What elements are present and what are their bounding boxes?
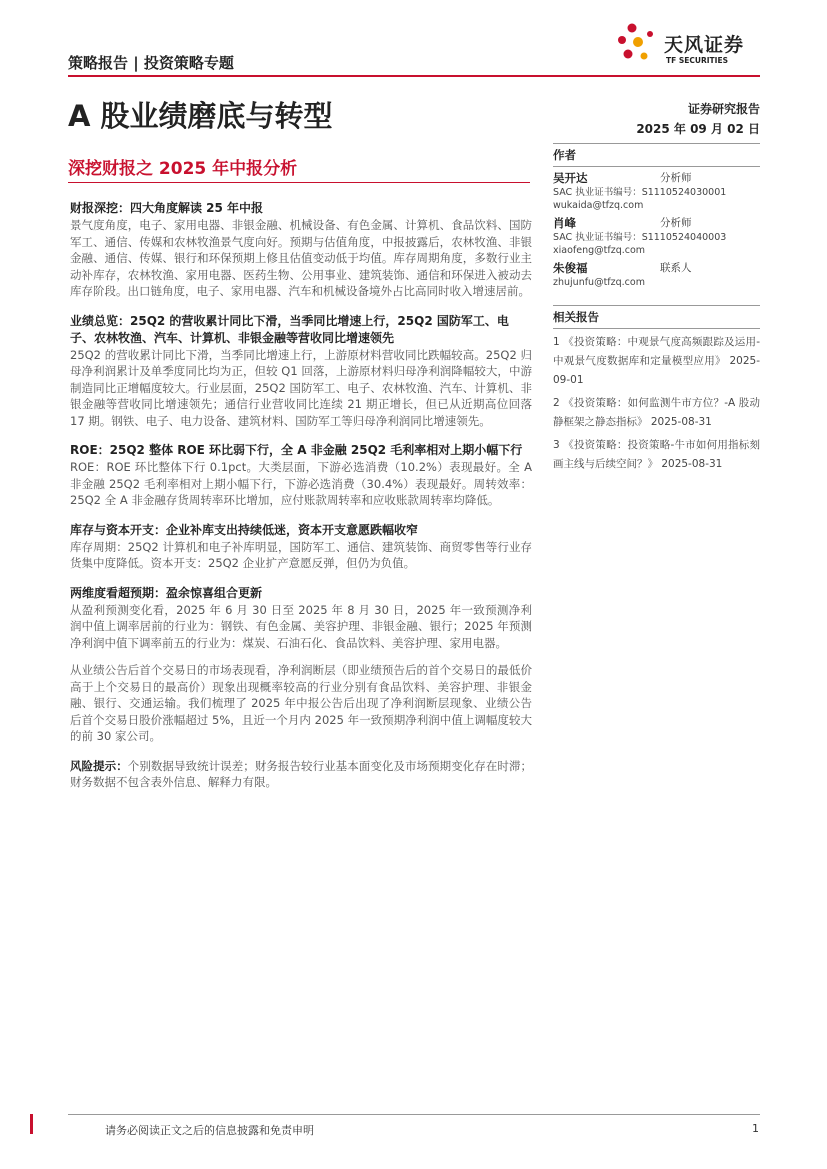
section-heading: 财报深挖：四大角度解读 25 年中报 — [70, 201, 264, 215]
footer-accent-mark — [30, 1114, 33, 1134]
section-heading: 两维度看超预期：盈余惊喜组合更新 — [70, 585, 263, 600]
related-report-item[interactable]: 3 《投资策略：投资策略-牛市如何用指标刻画主线与后续空间？》 2025-08-31 — [553, 439, 760, 470]
author-card — [553, 216, 760, 257]
section-body — [70, 347, 532, 430]
logo-dot — [624, 50, 633, 59]
logo-dot — [633, 37, 643, 47]
report-date: 2025 年 09 月 02 日 — [636, 122, 760, 136]
logo-dot — [641, 53, 648, 60]
logo-dot — [618, 36, 626, 44]
header-divider — [68, 75, 760, 77]
author-name: 朱俊福 — [553, 261, 588, 275]
author-email[interactable]: wukaida@tfzq.com — [553, 200, 644, 211]
author-email[interactable]: xiaofeng@tfzq.com — [553, 245, 646, 256]
report-type: 证券研究报告 — [687, 102, 760, 116]
section-heading: 库存与资本开支：企业补库支出持续低迷，资本开支意愿跌幅收窄 — [70, 522, 419, 537]
paragraph: 库存周期：25Q2 计算机和电子补库明显，国防军工、通信、建筑装饰、商贸零售等行业存货集中度降低。资本开支：25Q2 企业扩产意愿反弹，但仍为负值。 — [70, 539, 532, 570]
paragraph: 从业绩公告后首个交易日的市场表现看，净利润断层（即业绩预告后的首个交易日的最低价高于上个交易日的最高价）现象出现概率较高的行业分别有食品饮料、美容护理、非银金融、银行、交通运输。我们梳理了 2025 年中报公告后出现了净利润断层现象、业绩公告后首个交易日股价涨幅超过 5%，且近一个月内 2025 年一致预期净利润中值上调幅度较大的前 30 家公司。 — [70, 663, 532, 743]
section — [70, 585, 532, 745]
paragraph: 景气度角度，电子、家用电器、非银金融、机械设备、有色金属、计算机、食品饮料、国防军工、通信、传媒和农林牧渔景气度向好。预期与估值角度，中报披露后，农林牧渔、非银金融、通信、传媒、银行和环保预期上修且估值变动低于均值。库存周期角度，多数行业主动补库存，农林牧渔、家用电器、医药生物、公用事业、建筑装饰、通信和环保进入被动去库存阶段。出口链角度，电子、家用电器、汽车和机械设备境外占比高同时收入增速居前。 — [70, 218, 532, 298]
sidebar — [553, 143, 760, 474]
section-heading: 业绩总览：25Q2 的营收累计同比下滑，当季同比增速上行，25Q2 国防军工、电子、农林牧渔、汽车、计算机、非银金融等营收同比增速领先 — [70, 313, 509, 345]
section-body — [70, 539, 532, 572]
authors-title: 作者 — [553, 143, 760, 167]
author-role: 联系人 — [660, 262, 692, 274]
footer-disclaimer: 请务必阅读正文之后的信息披露和免责申明 — [105, 1124, 314, 1137]
summary-body — [70, 200, 532, 804]
page-title: A 股业绩磨底与转型 — [68, 99, 333, 133]
paragraph: ROE：ROE 环比整体下行 0.1pct。大类层面，下游必选消费（10.2%）表现最好。全 A 非金融 25Q2 毛利率相对上期小幅下行，下游必选消费（30.4%）表现最好。周转效率：25Q2 全 A 非金融存货周转率环比增加，应付账款周转率和应收账款周转率均降低。 — [70, 460, 532, 507]
section-heading: ROE：25Q2 整体 ROE 环比弱下行，全 A 非金融 25Q2 毛利率相对上期小幅下行 — [70, 443, 523, 457]
author-card — [553, 171, 760, 212]
risk-text: 个别数据导致统计误差；财务报告较行业基本面变化及市场预期变化存在时滞；财务数据不包含表外信息、解释力有限。 — [70, 758, 533, 789]
author-name: 肖峰 — [553, 216, 576, 230]
section-body — [70, 602, 532, 745]
related-report-item[interactable]: 2 《投资策略：如何监测牛市方位？-A 股动静框架之静态指标》 2025-08-31 — [553, 397, 760, 428]
logo-text-cn: 天风证券 — [664, 34, 745, 56]
logo-dot — [628, 24, 637, 33]
author-email[interactable]: zhujunfu@tfzq.com — [553, 277, 645, 288]
logo-dot — [647, 31, 653, 37]
author-name: 吴开达 — [553, 171, 588, 185]
related-reports — [553, 305, 760, 474]
subtitle-divider — [68, 182, 530, 183]
related-report-item[interactable]: 1 《投资策略：中观景气度高频跟踪及运用-中观景气度数据库和定量模型应用》 2025-09-01 — [553, 336, 760, 386]
section — [70, 522, 532, 572]
paragraph: 25Q2 的营收累计同比下滑，当季同比增速上行，上游原材料营收同比跌幅较高。25Q2 归母净利润累计及单季度同比均为正，但较 Q1 回落，上游原材料归母净利润降幅较大，中游制造同比正增幅度较大。行业层面，25Q2 国防军工、电子、农林牧渔、汽车、计算机、非银金融等营收同比增速领先；通信行业营收同比连续 21 期正增长，但已从近期高位回落 17 期。钢铁、电子、电力设备、建筑材料、国防军工等归母净利润同比增速领先。 — [70, 347, 532, 428]
author-cert: SAC 执业证书编号：S1110524030001 — [553, 187, 727, 198]
author-card — [553, 261, 760, 289]
page-number: 1 — [752, 1122, 759, 1135]
author-cert: SAC 执业证书编号：S1110524040003 — [553, 232, 727, 243]
section — [70, 313, 532, 430]
section — [70, 200, 532, 300]
section — [70, 442, 532, 509]
logo-text-en: TF SECURITIES — [666, 56, 728, 65]
paragraph: 从盈利预测变化看，2025 年 6 月 30 日至 2025 年 8 月 30 日，2025 年一致预测净利润中值上调率居前的行业为：钢铁、有色金属、美容护理、非银金融、银行；2025 年预测净利润中值下调率前五的行业为：煤炭、石油石化、食品饮料、美容护理、家用电器。 — [70, 602, 532, 650]
risk-body — [70, 758, 532, 791]
section-body — [70, 217, 532, 300]
related-title: 相关报告 — [553, 305, 760, 329]
report-category: 策略报告 | 投资策略专题 — [68, 54, 234, 72]
author-role: 分析师 — [660, 172, 692, 184]
footer-divider — [68, 1114, 760, 1115]
section-body — [70, 459, 532, 509]
author-role: 分析师 — [660, 217, 692, 229]
page-subtitle: 深挖财报之 2025 年中报分析 — [68, 159, 298, 179]
risk-section — [70, 758, 532, 791]
risk-label: 风险提示： — [70, 758, 128, 773]
